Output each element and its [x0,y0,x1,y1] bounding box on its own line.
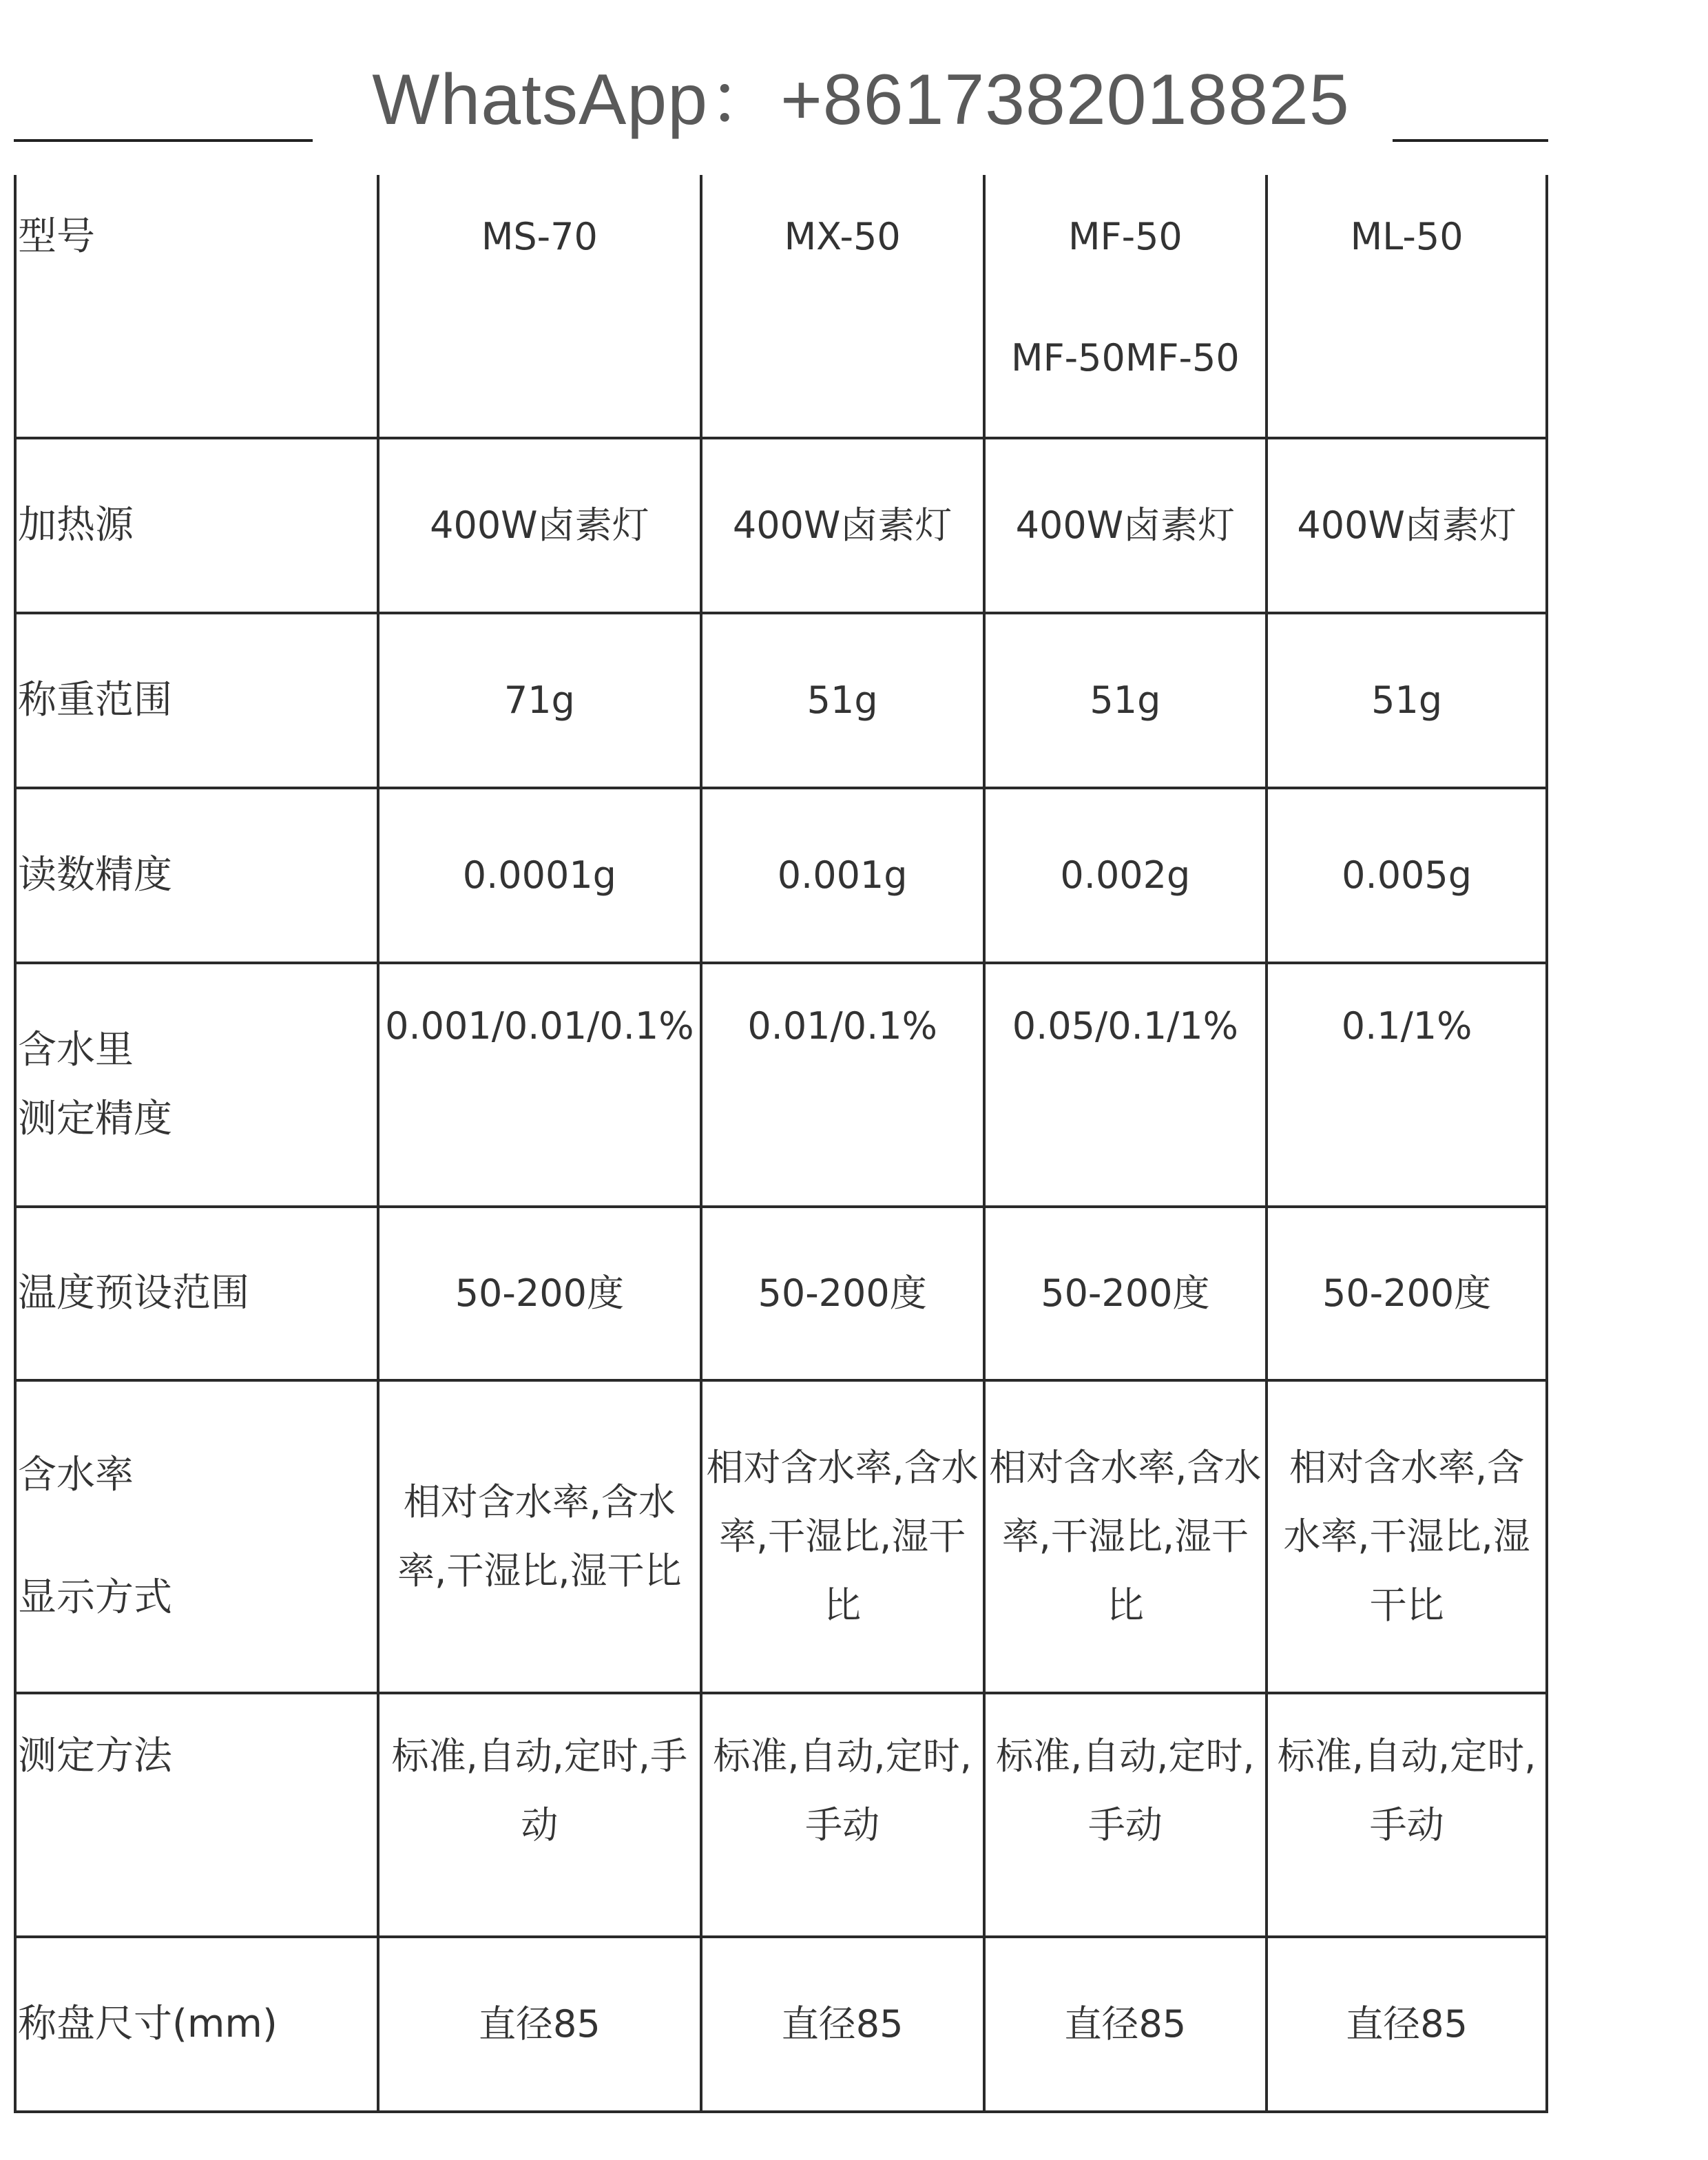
table-cell: ML-50 [1267,175,1547,438]
whatsapp-watermark: WhatsApp：+8617382018825 [310,41,1412,145]
row-label: 测定方法 [15,1693,378,1937]
table-cell: 51g [1267,613,1547,788]
table-row-moisture-precision [15,963,1547,1207]
row-label: 加热源 [15,438,378,613]
row-label: 称盘尺寸(mm) [15,1937,378,2112]
table-cell: 直径85 [984,1937,1267,2112]
table-cell: 51g [984,613,1267,788]
table-cell: 0.001g [701,788,984,963]
row-label [15,1380,378,1693]
row-label: 温度预设范围 [15,1207,378,1380]
table-cell: 标准,自动,定时,手动 [378,1693,701,1937]
table-cell: 400W卤素灯 [701,438,984,613]
table-cell: 标准,自动,定时,手动 [984,1693,1267,1937]
table-cell: MS-70 [378,175,701,438]
row-label: 称重范围 [15,613,378,788]
table-cell: 0.01/0.1% [701,963,984,1207]
table-cell: 50-200度 [984,1207,1267,1380]
table-row-readability [15,788,1547,963]
table-cell: 0.0001g [378,788,701,963]
table-row-temperature-range [15,1207,1547,1380]
table-cell: 400W卤素灯 [1267,438,1547,613]
label-line: 测定精度 [18,1097,172,1141]
table-cell: 50-200度 [701,1207,984,1380]
table-row-weighing-range [15,613,1547,788]
table-cell: 50-200度 [378,1207,701,1380]
table-cell: 相对含水率,含水率,干湿比,湿干比 [984,1380,1267,1693]
table-cell: 标准,自动,定时,手动 [701,1693,984,1937]
table-row-heat-source [15,438,1547,613]
table-cell: 直径85 [1267,1937,1547,2112]
table-row-pan-size [15,1937,1547,2112]
table-cell: MX-50 [701,175,984,438]
table-cell: 直径85 [701,1937,984,2112]
row-label: 型号 [15,175,378,438]
table-row-display-mode [15,1380,1547,1693]
row-label [15,963,378,1207]
table-cell: 400W卤素灯 [984,438,1267,613]
table-cell: 标准,自动,定时,手动 [1267,1693,1547,1937]
cell-line: MF-50MF-50 [1011,336,1240,380]
table-cell: 0.1/1% [1267,963,1547,1207]
top-rule-right [1393,139,1548,142]
table-cell: 71g [378,613,701,788]
table-cell: 0.005g [1267,788,1547,963]
label-line: 显示方式 [18,1575,172,1620]
label-line: 含水率 [18,1453,134,1497]
label-line: 含水里 [18,1028,134,1072]
table-cell: 0.001/0.01/0.1% [378,963,701,1207]
table-cell: 相对含水率,含水率,干湿比,湿干比 [1267,1380,1547,1693]
table-cell: 直径85 [378,1937,701,2112]
table-row-method [15,1693,1547,1937]
row-label: 读数精度 [15,788,378,963]
table-cell: 0.05/0.1/1% [984,963,1267,1207]
table-row-model [15,175,1547,438]
spec-table [14,175,1548,2113]
top-rule-left [14,139,313,142]
table-cell: 相对含水率,含水率,干湿比,湿干比 [701,1380,984,1693]
table-cell: 50-200度 [1267,1207,1547,1380]
table-cell [984,175,1267,438]
cell-line: MF-50 [1068,215,1183,258]
table-cell: 0.002g [984,788,1267,963]
table-cell: 400W卤素灯 [378,438,701,613]
table-cell: 相对含水率,含水率,干湿比,湿干比 [378,1380,701,1693]
table-cell: 51g [701,613,984,788]
